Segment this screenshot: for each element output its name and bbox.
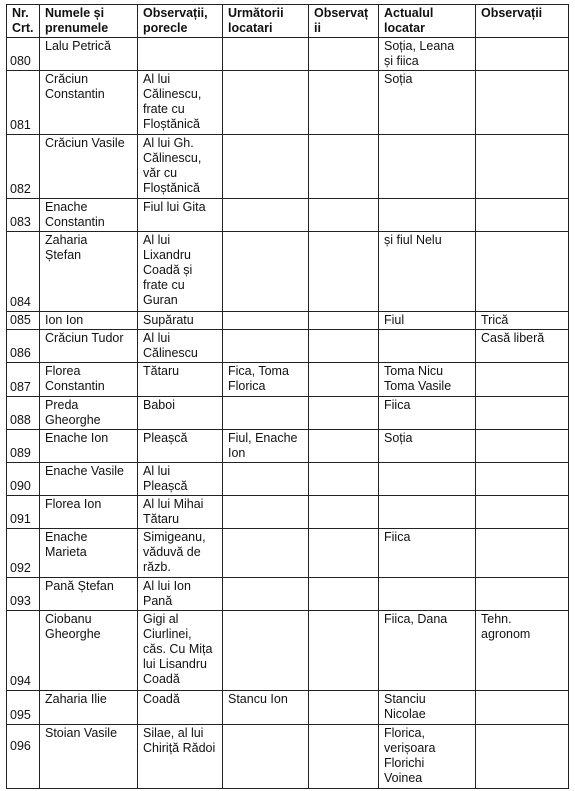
cell-nr: 083 [7,199,40,232]
cell-nr: 082 [7,135,40,199]
cell-porecle: Al lui Călinescu [138,330,223,363]
cell-obs1 [309,578,379,611]
header-observatii-2: Observații [476,5,569,38]
cell-nr: 087 [7,363,40,397]
cell-urmatori [223,71,309,135]
cell-urmatori [223,135,309,199]
cell-obs2 [476,496,569,529]
header-row [7,5,569,38]
table-row [7,463,569,496]
cell-obs1 [309,363,379,397]
cell-urmatori: Stancu Ion [223,691,309,725]
cell-nume: Enache Constantin [40,199,138,232]
cell-actual [379,463,476,496]
cell-obs1 [309,691,379,725]
cell-nume: Enache Ion [40,430,138,463]
table-row [7,330,569,363]
table-row [7,611,569,691]
cell-nr: 092 [7,529,40,578]
cell-actual: Fiica [379,397,476,430]
cell-nume: Ciobanu Gheorghe [40,611,138,691]
header-nr-crt: Nr. Crt. [7,5,40,38]
cell-actual: Fiul [379,312,476,330]
cell-nr: 095 [7,691,40,725]
cell-nr: 086 [7,330,40,363]
table-row [7,397,569,430]
cell-obs1 [309,330,379,363]
cell-obs2 [476,199,569,232]
cell-urmatori: Fica, Toma Florica [223,363,309,397]
cell-obs2 [476,397,569,430]
cell-obs2 [476,691,569,725]
table-row [7,38,569,71]
cell-actual [379,496,476,529]
cell-obs1 [309,725,379,789]
cell-obs1 [309,38,379,71]
cell-actual [379,330,476,363]
header-porecle: Observații, porecle [138,5,223,38]
cell-urmatori [223,529,309,578]
cell-actual: Fiica, Dana [379,611,476,691]
cell-nume: Zaharia Ilie [40,691,138,725]
header-observatii-1: Observaț ii [309,5,379,38]
cell-obs1 [309,397,379,430]
cell-obs2 [476,463,569,496]
cell-porecle: Al lui Călinescu, frate cu Floștănică [138,71,223,135]
cell-porecle: Al lui Mihai Tătaru [138,496,223,529]
cell-urmatori [223,578,309,611]
cell-nr: 093 [7,578,40,611]
cell-nume: Ion Ion [40,312,138,330]
cell-nr: 081 [7,71,40,135]
cell-obs1 [309,199,379,232]
cell-porecle [138,38,223,71]
cell-obs2 [476,135,569,199]
cell-nume: Florea Constantin [40,363,138,397]
cell-nr: 089 [7,430,40,463]
cell-nume: Zaharia Ștefan [40,232,138,312]
cell-nume: Stoian Vasile [40,725,138,789]
cell-obs1 [309,312,379,330]
cell-nume: Crăciun Tudor [40,330,138,363]
cell-obs1 [309,496,379,529]
cell-nume: Crăciun Vasile [40,135,138,199]
cell-nr: 096 [7,725,40,789]
cell-porecle: Gigi al Ciurlinei, căs. Cu Mița lui Lisandru Coadă [138,611,223,691]
cell-actual: Soția [379,430,476,463]
cell-porecle: Fiul lui Gita [138,199,223,232]
cell-obs2 [476,529,569,578]
cell-obs2 [476,71,569,135]
cell-actual [379,199,476,232]
cell-obs2: Trică [476,312,569,330]
cell-nume: Enache Marieta [40,529,138,578]
cell-nr: 094 [7,611,40,691]
table-row [7,363,569,397]
cell-obs2 [476,232,569,312]
cell-obs1 [309,430,379,463]
table-row [7,691,569,725]
cell-nume: Florea Ion [40,496,138,529]
cell-actual [379,135,476,199]
cell-porecle: Baboi [138,397,223,430]
cell-actual: și fiul Nelu [379,232,476,312]
table-row [7,529,569,578]
cell-urmatori [223,312,309,330]
cell-nr: 080 [7,38,40,71]
cell-nume: Pană Ștefan [40,578,138,611]
cell-obs2 [476,430,569,463]
table-row [7,725,569,789]
cell-nr: 084 [7,232,40,312]
cell-obs1 [309,135,379,199]
cell-actual: Fiica [379,529,476,578]
cell-obs1 [309,529,379,578]
cell-urmatori [223,330,309,363]
cell-obs2 [476,38,569,71]
table-row [7,199,569,232]
table-row [7,496,569,529]
cell-urmatori [223,397,309,430]
cell-actual: Soția [379,71,476,135]
cell-porecle: Al lui Ion Pană [138,578,223,611]
cell-obs2 [476,578,569,611]
cell-actual: Stanciu Nicolae [379,691,476,725]
cell-urmatori [223,232,309,312]
cell-porecle: Supăratu [138,312,223,330]
cell-urmatori: Fiul, Enache Ion [223,430,309,463]
table-row [7,135,569,199]
header-nume: Numele și prenumele [40,5,138,38]
cell-porecle: Pleașcă [138,430,223,463]
table-row [7,578,569,611]
cell-nume: Preda Gheorghe [40,397,138,430]
cell-porecle: Silae, al lui Chiriță Rădoi [138,725,223,789]
cell-porecle: Simigeanu, văduvă de răzb. [138,529,223,578]
table-row [7,312,569,330]
cell-nr: 085 [7,312,40,330]
cell-obs1 [309,232,379,312]
cell-actual: Florica, verișoara Florichi Voinea [379,725,476,789]
cell-porecle: Coadă [138,691,223,725]
table-row [7,430,569,463]
cell-actual [379,578,476,611]
cell-nr: 090 [7,463,40,496]
cell-obs2: Tehn. agronom [476,611,569,691]
cell-porecle: Al lui Pleașcă [138,463,223,496]
cell-porecle: Al lui Gh. Călinescu, văr cu Floștănică [138,135,223,199]
cell-obs1 [309,611,379,691]
header-actual-locatar: Actualul locatar [379,5,476,38]
cell-obs2 [476,725,569,789]
cell-nume: Lalu Petrică [40,38,138,71]
cell-urmatori [223,496,309,529]
cell-actual: Toma Nicu Toma Vasile [379,363,476,397]
cell-obs1 [309,71,379,135]
cell-nr: 091 [7,496,40,529]
cell-obs1 [309,463,379,496]
cell-obs2: Casă liberă [476,330,569,363]
cell-urmatori [223,611,309,691]
cell-porecle: Al lui Lixandru Coadă și frate cu Guran [138,232,223,312]
cell-porecle: Tătaru [138,363,223,397]
cell-nume: Enache Vasile [40,463,138,496]
cell-actual: Soția, Leana și fiica [379,38,476,71]
header-urmatori: Următorii locatari [223,5,309,38]
table-row [7,71,569,135]
cell-nr: 088 [7,397,40,430]
cell-urmatori [223,725,309,789]
table-row [7,232,569,312]
cell-urmatori [223,463,309,496]
cell-nume: Crăciun Constantin [40,71,138,135]
cell-obs2 [476,363,569,397]
cell-urmatori [223,38,309,71]
register-table [6,4,569,789]
cell-urmatori [223,199,309,232]
